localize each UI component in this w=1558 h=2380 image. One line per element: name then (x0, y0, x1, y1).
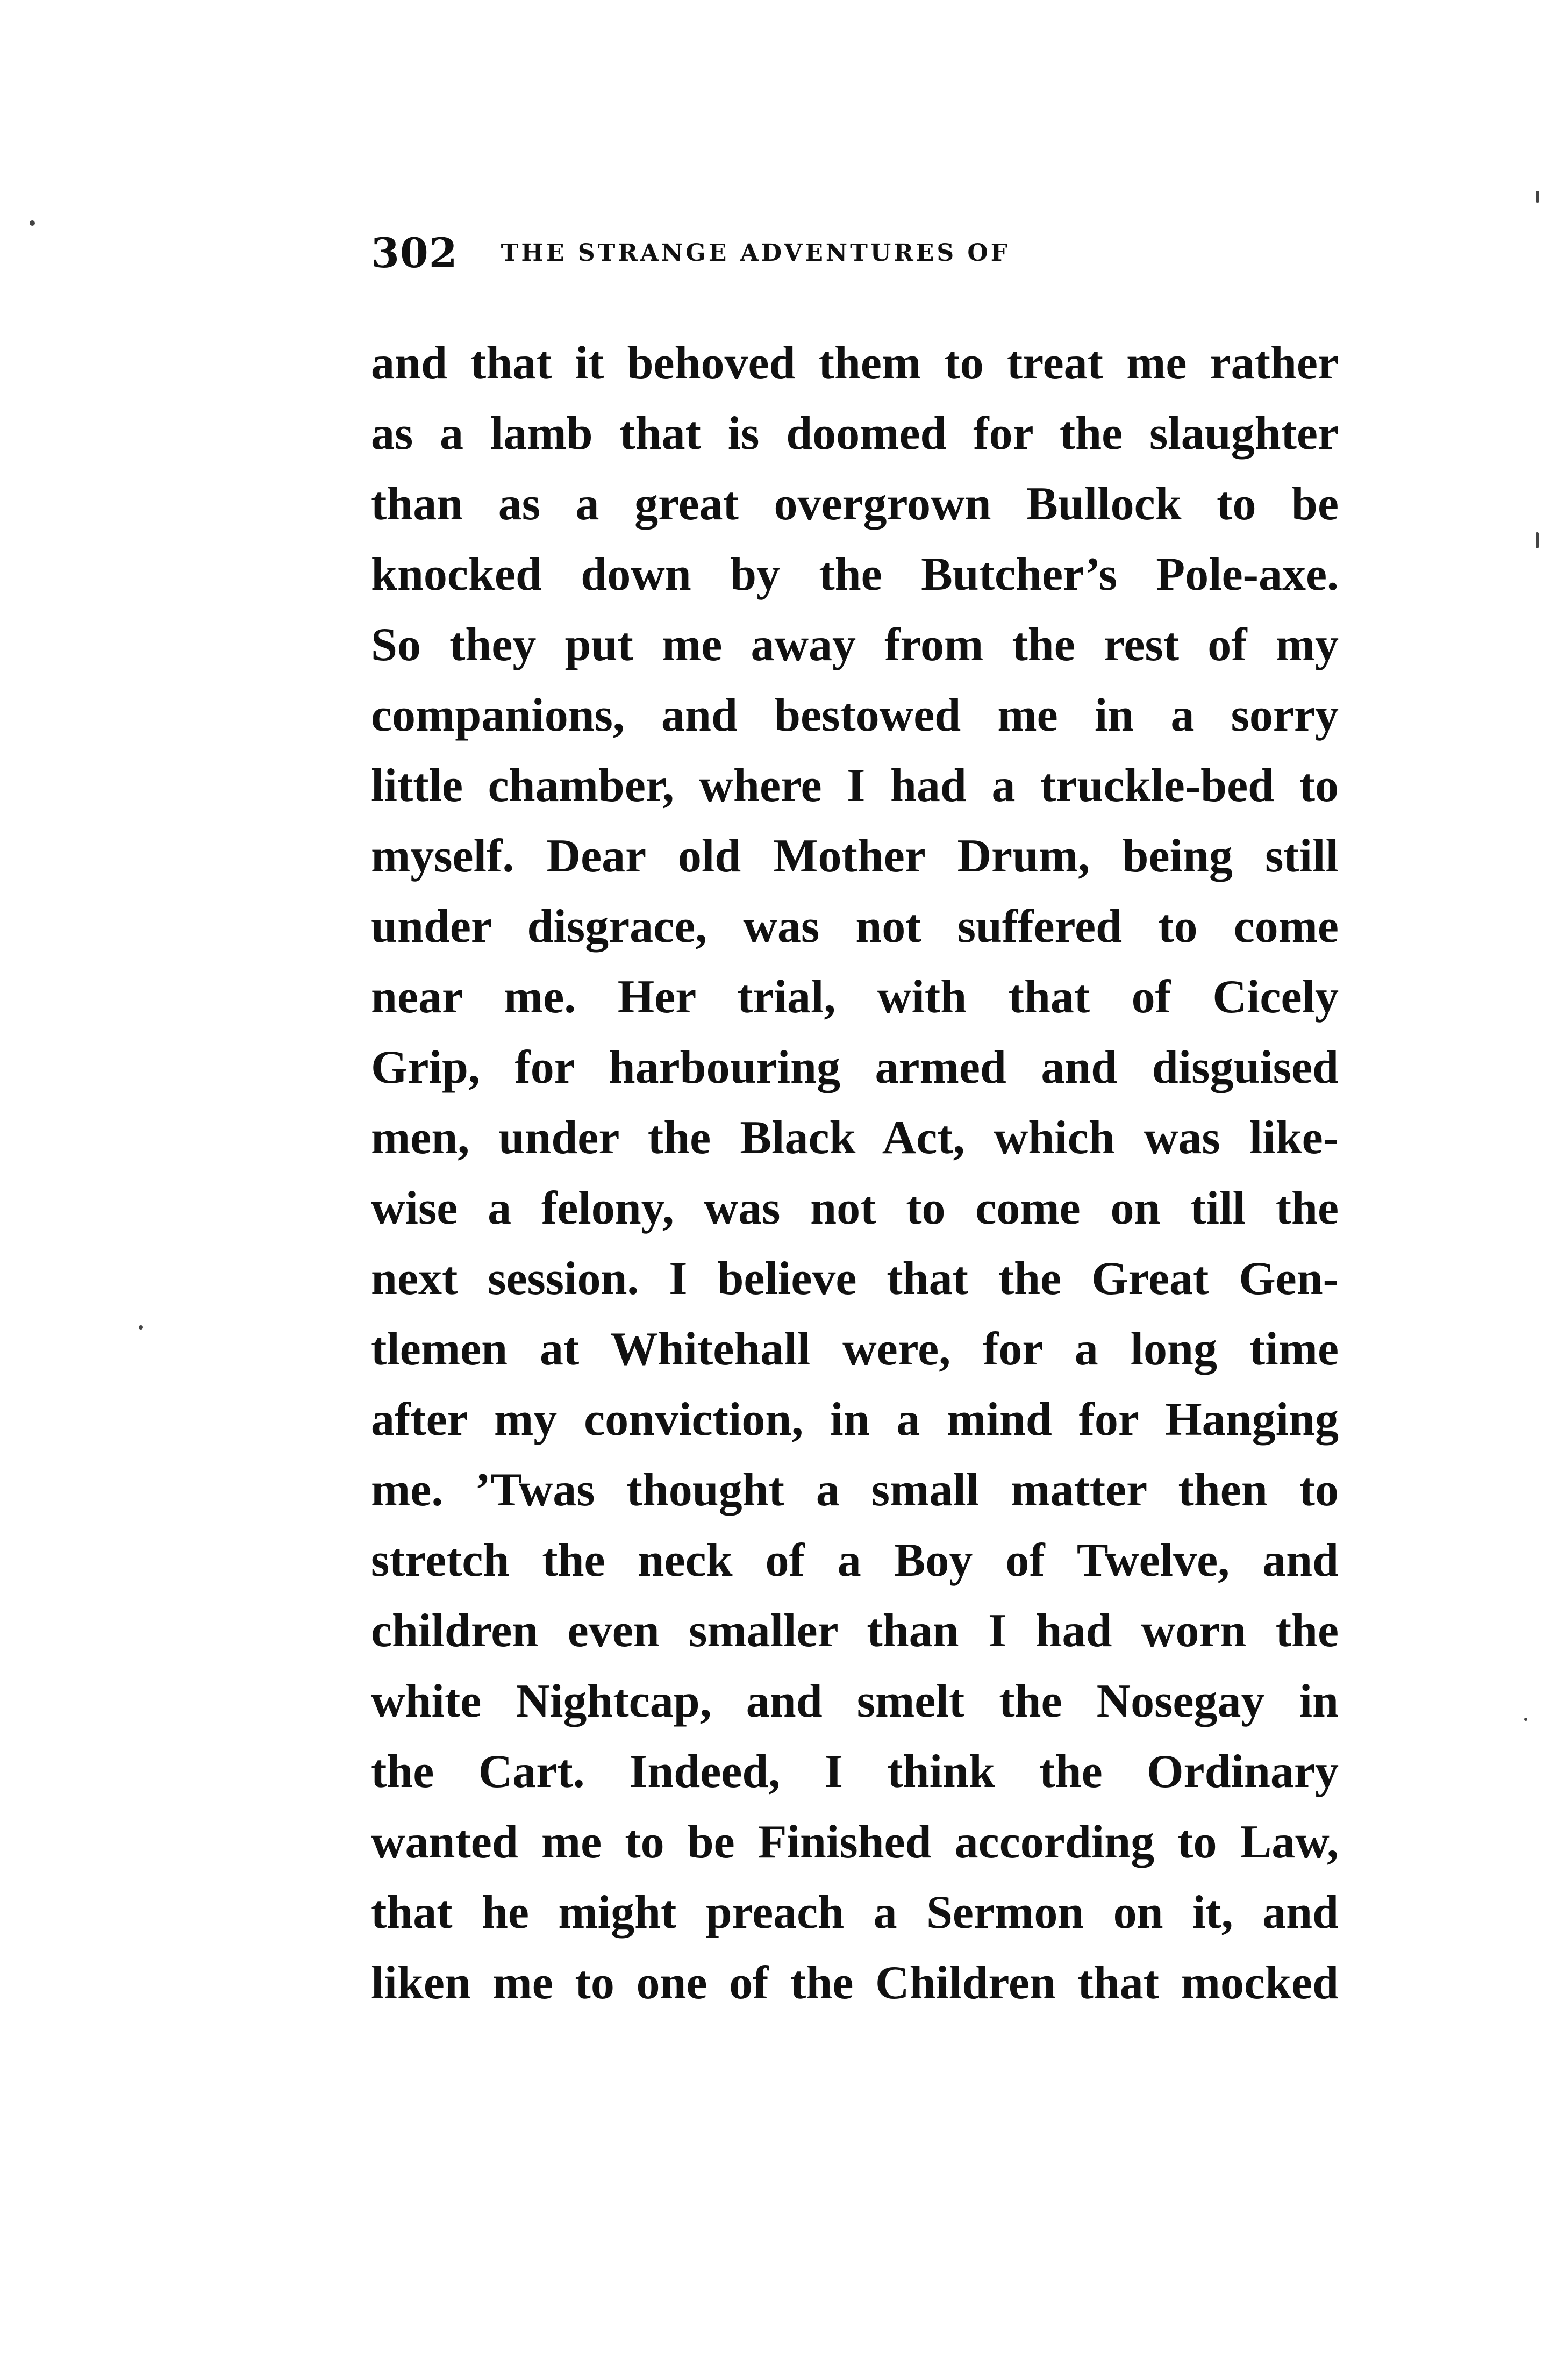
text-line: as a lamb that is doomed for the slaughter (371, 408, 1339, 460)
text-line: that he might preach a Sermon on it, and (371, 1886, 1339, 1939)
scan-speck (139, 1325, 143, 1330)
text-line: wise a felony, was not to come on till the (371, 1182, 1339, 1234)
body-text (371, 328, 1339, 2018)
page-number: 302 (371, 228, 458, 277)
scan-speck (1536, 191, 1539, 203)
text-line: the Cart. Indeed, I think the Ordinary (371, 1746, 1339, 1798)
text-line: under disgrace, was not suffered to come (371, 900, 1339, 953)
text-line: me. ’Twas thought a small matter then to (371, 1464, 1339, 1516)
text-line: children even smaller than I had worn the (371, 1605, 1339, 1657)
text-line: liken me to one of the Children that mocked (371, 1957, 1339, 2009)
text-line: white Nightcap, and smelt the Nosegay in (371, 1675, 1339, 1727)
text-line: next session. I believe that the Great Gen- (371, 1253, 1339, 1305)
text-line: Grip, for harbouring armed and disguised (371, 1041, 1339, 1093)
scan-speck (1536, 532, 1539, 548)
text-line: wanted me to be Finished according to Law, (371, 1816, 1339, 1868)
text-line: and that it behoved them to treat me rather (371, 337, 1339, 389)
text-line: little chamber, where I had a truckle-bed to (371, 760, 1339, 812)
text-line: So they put me away from the rest of my (371, 619, 1339, 671)
text-line: knocked down by the Butcher’s Pole-axe. (371, 548, 1339, 601)
running-head (371, 220, 1339, 285)
text-line: stretch the neck of a Boy of Twelve, and (371, 1534, 1339, 1586)
scan-speck (30, 220, 35, 226)
text-line: near me. Her trial, with that of Cicely (371, 971, 1339, 1023)
text-line: men, under the Black Act, which was like- (371, 1112, 1339, 1164)
text-line: tlemen at Whitehall were, for a long time (371, 1323, 1339, 1375)
text-line: companions, and bestowed me in a sorry (371, 689, 1339, 741)
scan-speck (1524, 1718, 1527, 1721)
text-line: myself. Dear old Mother Drum, being still (371, 830, 1339, 882)
text-line: than as a great overgrown Bullock to be (371, 478, 1339, 530)
running-title: THE STRANGE ADVENTURES OF (501, 239, 1010, 267)
text-line: after my conviction, in a mind for Hanging (371, 1393, 1339, 1446)
